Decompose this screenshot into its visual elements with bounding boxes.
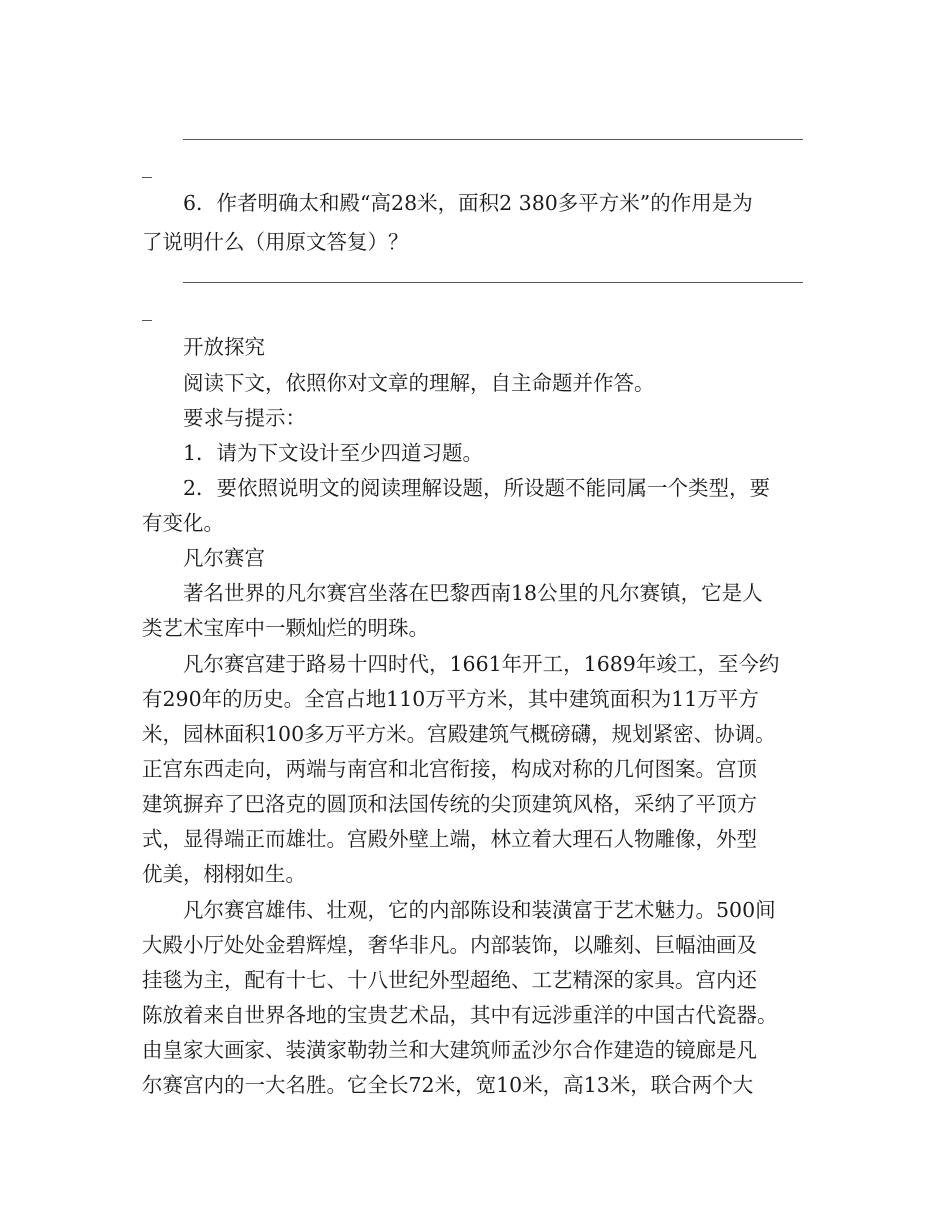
paragraph-3-line-1: 凡尔赛宫雄伟、壮观，它的内部陈设和装潢富于艺术魅力。500间 [183,898,776,922]
paragraph-2-line-7: 优美，栩栩如生。 [142,862,306,886]
requirement-1: 1．请为下文设计至少四道习题。 [183,441,484,465]
question-6-line-2: 了说明什么（用原文答复）？ [142,230,409,254]
answer-line-2-tail [142,320,152,321]
instruction-line: 阅读下文，依照你对文章的理解，自主命题并作答。 [183,371,655,395]
article-title: 凡尔赛宫 [183,546,265,570]
requirement-2-line-2: 有变化。 [142,511,224,535]
paragraph-2-line-6: 式，显得端正而雄壮。宫殿外壁上端，林立着大理石人物雕像，外型 [142,827,757,851]
answer-line-2 [183,282,803,283]
paragraph-3-line-6: 尔赛宫内的一大名胜。它全长72米，宽10米，高13米，联合两个大 [142,1073,754,1097]
question-6-line-1: 6．作者明确太和殿“高28米，面积2 380多平方米”的作用是为 [183,191,753,215]
paragraph-1-line-2: 类艺术宝库中一颗灿烂的明珠。 [142,616,429,640]
paragraph-2-line-4: 正宫东西走向，两端与南宫和北宫衔接，构成对称的几何图案。宫顶 [142,757,757,781]
paragraph-2-line-2: 有290年的历史。全宫占地110万平方米，其中建筑面积为11万平方 [142,687,759,711]
answer-line-1 [183,139,803,140]
paragraph-2-line-1: 凡尔赛宫建于路易十四时代，1661年开工，1689年竣工，至今约 [183,652,780,676]
paragraph-3-line-5: 由皇家大画家、装潢家勒勃兰和大建筑师孟沙尔合作建造的镜廊是凡 [142,1038,757,1062]
paragraph-1-line-1: 著名世界的凡尔赛宫坐落在巴黎西南18公里的凡尔赛镇，它是人 [183,581,763,605]
answer-line-1-tail [142,177,152,178]
paragraph-3-line-4: 陈放着来自世界各地的宝贵艺术品，其中有远涉重洋的中国古代瓷器。 [142,1003,778,1027]
section-heading: 开放探究 [183,335,265,359]
requirement-2-line-1: 2．要依照说明文的阅读理解设题，所设题不能同属一个类型，要 [183,476,771,500]
paragraph-3-line-3: 挂毯为主，配有十七、十八世纪外型超绝、工艺精深的家具。宫内还 [142,968,757,992]
paragraph-2-line-5: 建筑摒弃了巴洛克的圆顶和法国传统的尖顶建筑风格，采纳了平顶方 [142,792,757,816]
paragraph-3-line-2: 大殿小厅处处金碧辉煌，奢华非凡。内部装饰，以雕刻、巨幅油画及 [142,933,757,957]
paragraph-2-line-3: 米，园林面积100多万平方米。宫殿建筑气概磅礴，规划紧密、协调。 [142,722,776,746]
requirements-heading: 要求与提示： [183,406,306,430]
